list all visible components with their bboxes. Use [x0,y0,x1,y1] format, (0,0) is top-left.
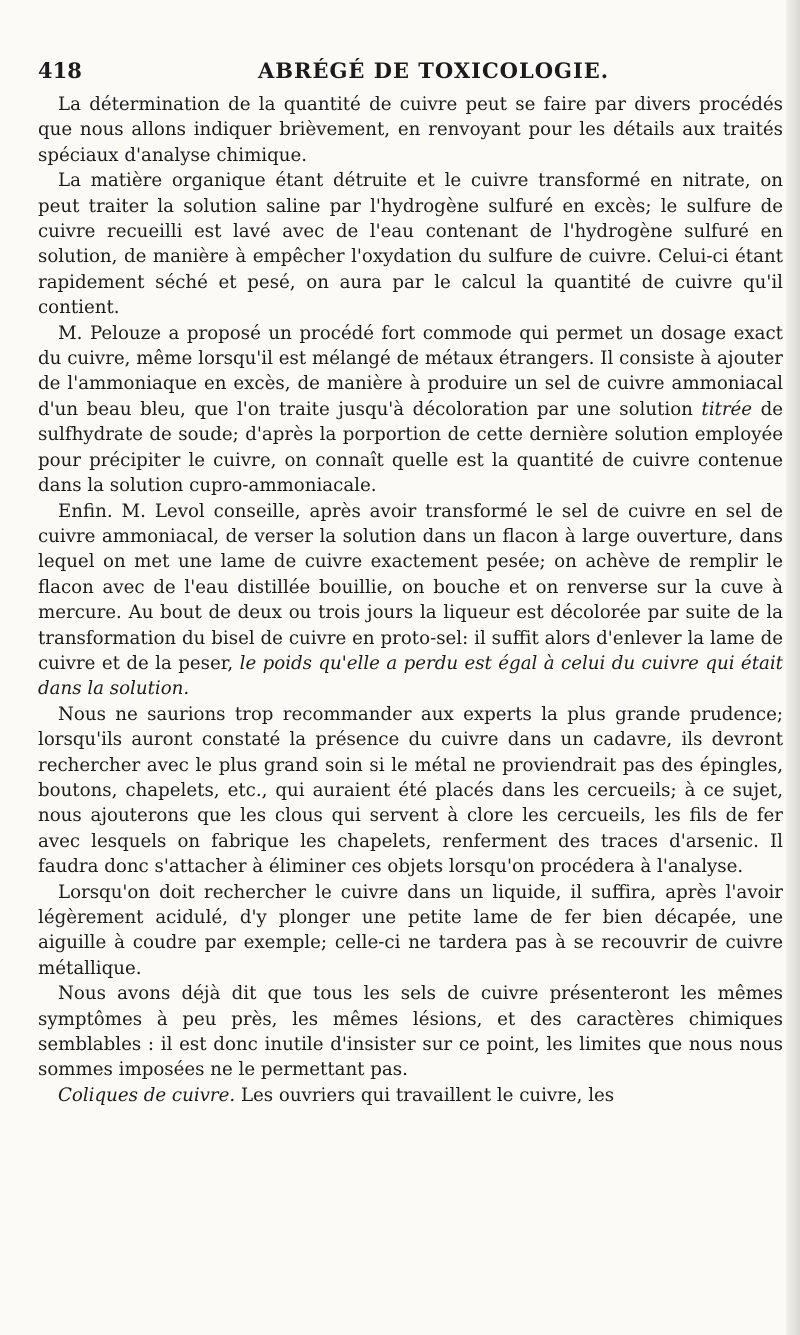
section-heading-italic: Coliques de cuivre. [58,1084,236,1106]
paragraph [38,92,783,168]
page-number: 418 [38,58,82,83]
paragraph-text: La détermination de la quantité de cuivre peut se faire par divers procédés que nous allons indiquer brièvement, en renvoyant pour les détails aux traités spéciaux d'analyse chimique. [38,94,783,166]
paragraph-text: M. Pelouze a proposé un procédé fort commode qui permet un dosage exact du cuivre, même lorsqu'il est mélangé de métaux étrangers. Il consiste à ajouter de l'ammoniaque en excès, de manière à produire un sel de cuivre ammoniacal d'un beau bleu, que l'on traite jusqu'à décoloration par une solution [38,322,783,420]
page-header [38,52,778,86]
paragraph [38,321,783,499]
running-title: ABRÉGÉ DE TOXICOLOGIE. [258,58,610,83]
italic-term: titrée [701,398,753,420]
body-text [38,92,783,1108]
page-edge-shadow [786,0,800,1335]
paragraph-text: de sulfhydrate de soude; d'après la porportion de cette dernière solution employée pour précipiter le cuivre, on connaît quelle est la quantité de cuivre contenue dans la solution cupro-ammoniacale. [38,398,783,497]
paragraph-text: Les ouvriers qui travaillent le cuivre, les [235,1084,615,1106]
paragraph-text: Nous avons déjà dit que tous les sels de cuivre présenteront les mêmes symptômes à peu près, les mêmes lésions, et des caractères chimiques semblables : il est donc inutile d'insister sur ce point, les limites que nous nous sommes imposées ne le permettant pas. [38,983,783,1081]
paragraph [38,1083,783,1108]
paragraph [38,880,783,982]
paragraph [38,702,783,880]
paragraph-text: Enfin. M. Levol conseille, après avoir transformé le sel de cuivre en sel de cuivre ammoniacal, de verser la solution dans un flacon à large ouverture, dans lequel on met une lame de cuivre exactement pesée; on achève de remplir le flacon avec de l'eau distillée bouillie, on bouche et on renverse sur la cuve à mercure. Au bout de deux ou trois jours la liqueur est décolorée par suite de la transformation du bisel de cuivre en proto-sel: il suffit alors d'enlever la lame de cuivre et de la peser, [38,500,783,674]
paragraph-text: Nous ne saurions trop recommander aux experts la plus grande prudence; lorsqu'ils auront constaté la présence du cuivre dans un cadavre, ils devront rechercher avec le plus grand soin si le métal ne proviendrait pas des épingles, boutons, chapelets, etc., qui auraient été placés dans les cercueils; à ce sujet, nous ajouterons que les clous qui servent à clore les cercueils, les fils de fer avec lesquels on fabrique les chapelets, renferment des traces d'arsenic. Il faudra donc s'attacher à éliminer ces objets lorsqu'on procédera à l'analyse. [38,703,783,878]
paragraph [38,168,783,320]
italic-phrase: le poids qu'elle a perdu est égal à celui du cuivre qui était dans la solution. [38,652,783,700]
paragraph-text: Lorsqu'on doit rechercher le cuivre dans un liquide, il suffira, après l'avoir légèrement acidulé, d'y plonger une petite lame de fer bien décapée, une aiguille à coudre par exemple; celle-ci ne tardera pas à se recouvrir de cuivre métallique. [38,881,783,979]
paragraph [38,499,783,702]
paragraph-text: La matière organique étant détruite et le cuivre transformé en nitrate, on peut traiter la solution saline par l'hydrogène sulfuré en excès; le sulfure de cuivre recueilli est lavé avec de l'eau contenant de l'hydrogène sulfuré en solution, de manière à empêcher l'oxydation du sulfure de cuivre. Celui-ci étant rapidement séché et pesé, on aura par le calcul la quantité de cuivre qu'il contient. [38,170,783,319]
paragraph [38,981,783,1083]
